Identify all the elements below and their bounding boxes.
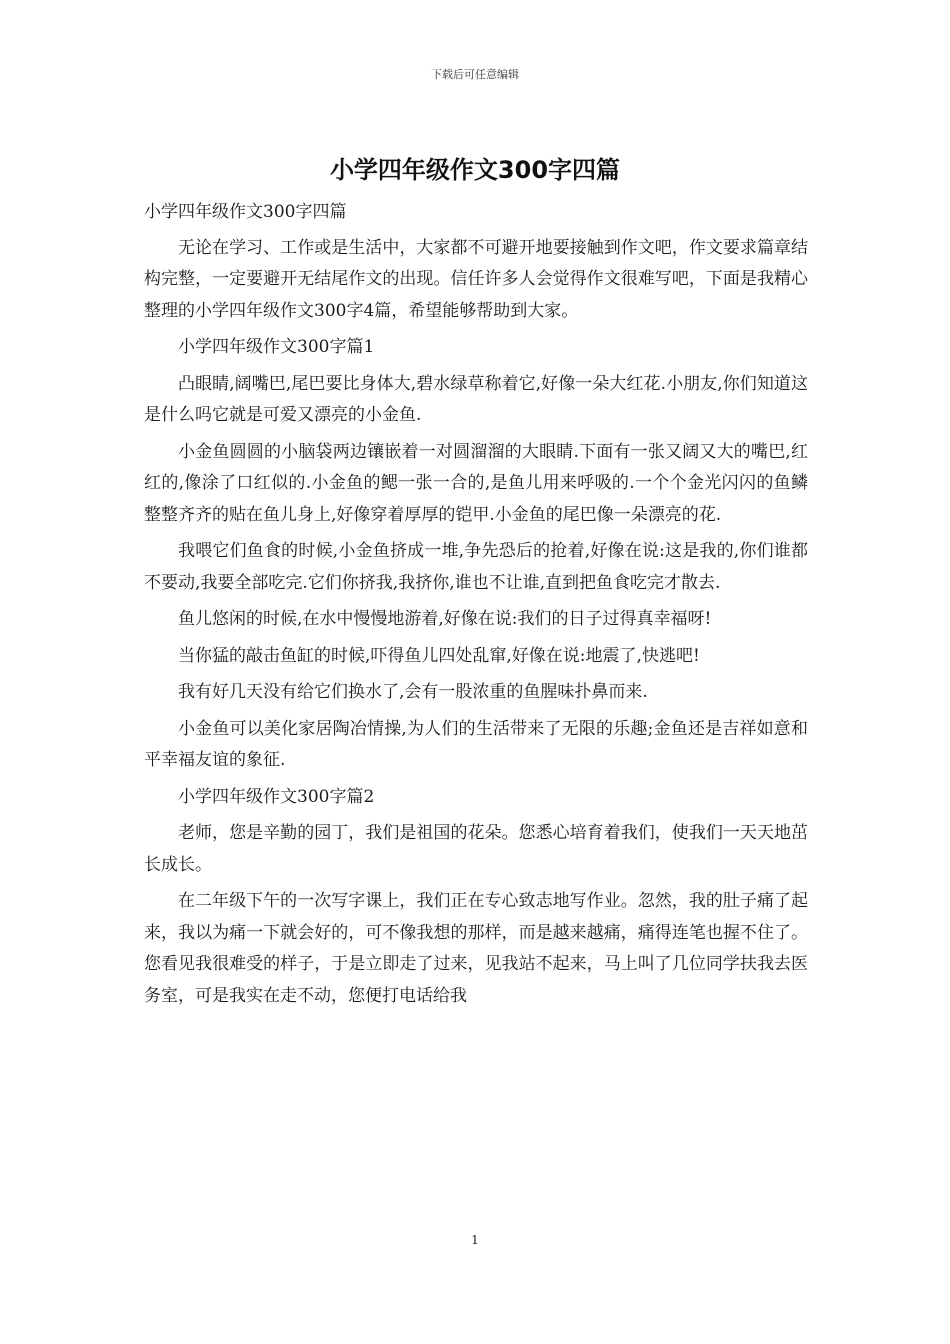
page-number: 1 [471, 1233, 479, 1247]
subtitle-line: 小学四年级作文300字四篇 [144, 202, 347, 222]
paragraph: 老师，您是辛勤的园丁，我们是祖国的花朵。您悉心培育着我们，使我们一天天地茁长成长。 [144, 823, 808, 875]
paragraph: 我喂它们鱼食的时候,小金鱼挤成一堆,争先恐后的抢着,好像在说:这是我的,你们谁都不要动,我要全部吃完.它们你挤我,我挤你,谁也不让谁,直到把鱼食吃完才散去. [144, 541, 808, 593]
paragraph: 凸眼睛,阔嘴巴,尾巴要比身体大,碧水绿草称着它,好像一朵大红花.小朋友,你们知道这是什么吗它就是可爱又漂亮的小金鱼. [144, 373, 808, 425]
paragraph: 在二年级下午的一次写字课上，我们正在专心致志地写作业。忽然，我的肚子痛了起来，我以为痛一下就会好的，可不像我想的那样，而是越来越痛，痛得连笔也握不住了。您看见我很难受的样子，于是立即走了过来，见我站不起来，马上叫了几位同学扶我去医务室，可是我实在走不动，您便打电话给我 [144, 891, 808, 1006]
paragraph: 小金鱼可以美化家居陶冶情操,为人们的生活带来了无限的乐趣;金鱼还是吉祥如意和平幸福友谊的象征. [144, 718, 808, 770]
section-heading-2: 小学四年级作文300字篇2 [178, 786, 375, 807]
paragraph-intro: 无论在学习、工作或是生活中，大家都不可避开地要接触到作文吧，作文要求篇章结构完整，一定要避开无结尾作文的出现。信任许多人会觉得作文很难写吧，下面是我精心整理的小学四年级作文300字4篇，希望能够帮助到大家。 [144, 237, 808, 321]
header-note: 下载后可任意编辑 [431, 68, 519, 81]
paragraph: 小金鱼圆圆的小脑袋两边镶嵌着一对圆溜溜的大眼睛.下面有一张又阔又大的嘴巴,红红的,像涂了口红似的.小金鱼的鳃一张一合的,是鱼儿用来呼吸的.一个个金光闪闪的鱼鳞整整齐齐的贴在鱼儿身上,好像穿着厚厚的铠甲.小金鱼的尾巴像一朵漂亮的花. [144, 441, 808, 525]
document-body [144, 197, 808, 1017]
paragraph: 鱼儿悠闲的时候,在水中慢慢地游着,好像在说:我们的日子过得真幸福呀! [178, 609, 712, 629]
section-heading-1: 小学四年级作文300字篇1 [178, 337, 375, 357]
document-title: 小学四年级作文300字四篇 [329, 156, 621, 184]
paragraph: 当你猛的敲击鱼缸的时候,吓得鱼儿四处乱窜,好像在说:地震了,快逃吧! [178, 645, 700, 666]
paragraph: 我有好几天没有给它们换水了,会有一股浓重的鱼腥味扑鼻而来. [178, 682, 648, 702]
